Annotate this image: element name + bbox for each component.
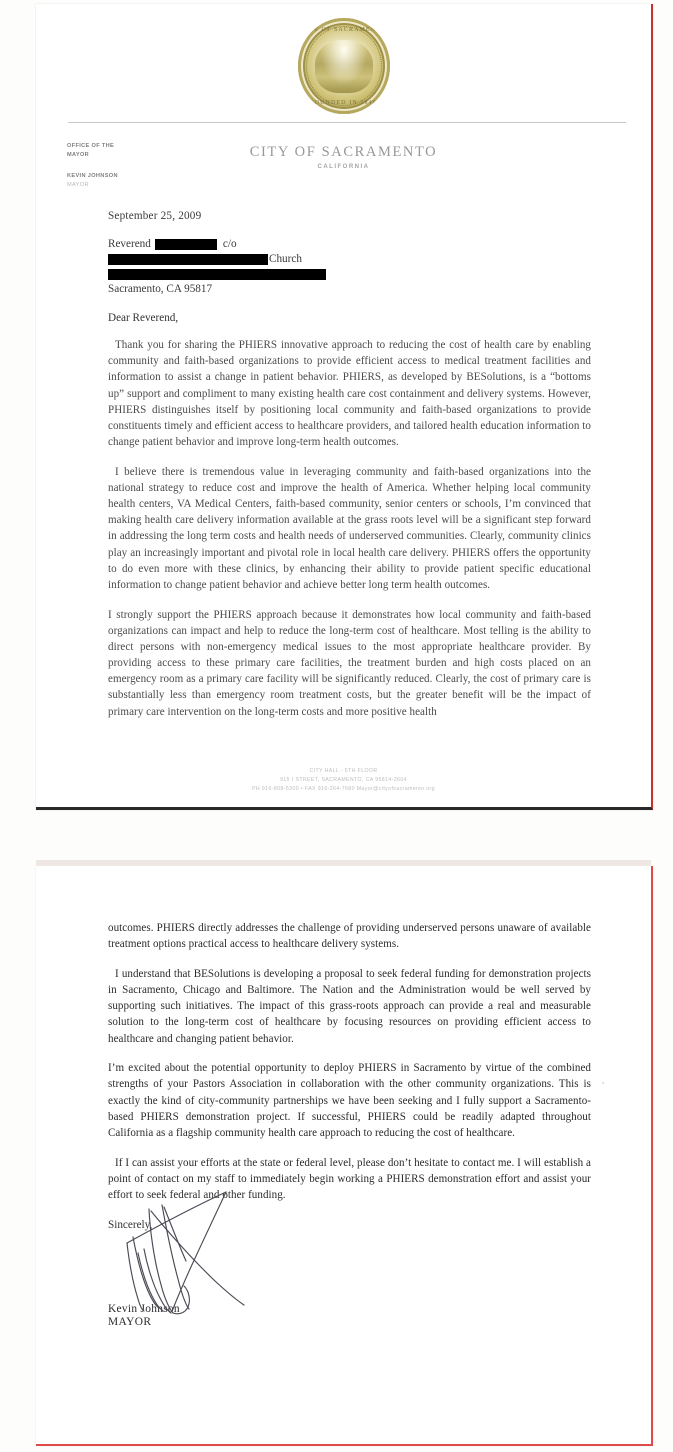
seal-container [36, 18, 651, 114]
paragraph: I’m excited about the potential opportunity to deploy PHIERS in Sacramento by virtue of the combined strengths of your Pastors Association in collaboration with the other community organizations. This is exactly the kind of city-community partnerships we have been seeking and I fully support a Sacramento-based PHIERS demonstration project. If successful, PHIERS could be readily adapted throughout California as a flagship community health care approach to reducing the cost of healthcare. [108, 1062, 591, 1139]
closing-salutation: Sincerely, [108, 1219, 153, 1232]
city-name: CITY OF SACRAMENTO [249, 144, 438, 160]
recipient-prefix: Reverend [108, 238, 151, 251]
seal-ring-top-text: CITY OF SACRAMENTO [300, 27, 387, 33]
redaction-bar-street [108, 269, 326, 280]
recipient-org-suffix: Church [269, 253, 302, 266]
office-line-2: MAYOR [67, 151, 90, 158]
seal-ring-bottom-text: FOUNDED IN 1849 [310, 100, 377, 106]
state-name: CALIFORNIA [317, 164, 370, 170]
city-seal-icon [298, 18, 390, 114]
recipient-org-line [108, 252, 591, 267]
letter-date: September 25, 2009 [108, 210, 202, 222]
mayor-title: MAYOR [67, 181, 89, 188]
recipient-street-line [108, 267, 591, 282]
paragraph: If I can assist your efforts at the state or federal level, please don’t hesitate to contact me. I will establish a point of contact on my staff to immediately begin working a PHIERS demonstration effort and assist your effort to seek federal and other funding. [108, 1156, 591, 1201]
letter-page-1 [36, 4, 653, 810]
signer-title: MAYOR [108, 1316, 152, 1329]
header-divider [68, 122, 626, 123]
office-line-1: OFFICE OF THE [67, 143, 115, 149]
salutation: Dear Reverend, [108, 312, 179, 324]
handwritten-signature-icon [102, 1187, 332, 1322]
paragraph: outcomes. PHIERS directly addresses the challenge of providing underserved persons unaware of available treatment options practical access to healthcare delivery systems. [108, 922, 591, 951]
signature-block [108, 1219, 591, 1328]
footer-line-1: CITY HALL - 5TH FLOOR [309, 768, 378, 775]
scan-artifact-speck [602, 1082, 604, 1084]
paragraph: Thank you for sharing the PHIERS innovative approach to reducing the cost of health care by enabling community and faith-based organizations to provide efficient access to medical treatment facilities and information to assist a change in patient behavior. PHIERS, as developed by BESolutions, is a “bottoms up” support and compliment to many existing health care cost containment and delivery systems. However, PHIERS distinguishes itself by positioning local community and faith-based organizations to provide constituents timely and efficient access to healthcare providers, and tailored health education information to change patient behavior and improve long-term health outcomes. [108, 339, 591, 449]
recipient-address-block [108, 237, 591, 297]
letter-page-2 [36, 866, 653, 1446]
page-2-body [108, 920, 591, 1328]
paragraph: I believe there is tremendous value in leveraging community and faith-based organizations into the national strategy to reduce cost and improve the health of America. Whether helping local community health centers, VA Medical Centers, faith-based community, senior centers or schools, I’m convinced that making health care delivery information available at the grass roots level will be a significant step forward in addressing the long term costs and health needs of underserved communities. Clearly, community clinics play an increasingly important and pivotal role in local health care delivery. PHIERS offers the opportunity to do even more with these clinics, by enhancing their ability to provide patient specific educational information to change patient behavior and achieve better long term health outcomes. [108, 465, 591, 591]
paragraph: I strongly support the PHIERS approach because it demonstrates how local community and faith-based organizations can impact and help to reduce the long-term cost of healthcare. Most telling is the ability to direct persons with non-emergency medical issues to the most appropriate healthcare provider. By providing access to these primary care facilities, the treatment burden and high costs placed on an emergency room as a primary care facility will be significantly reduced. Clearly, the cost of primary care is substantially less than emergency room treatment costs, but the greater benefit will be the impact of primary care intervention on the long-term costs and more positive health [108, 608, 591, 718]
city-title-block [36, 144, 651, 170]
footer-line-3: PH 916-808-5300 • FAX 916-264-7680 Mayor@cityofsacramento.org [252, 786, 435, 793]
signer-name: Kevin Johnson [108, 1303, 180, 1316]
recipient-name-line [108, 237, 591, 252]
page-1-footer [36, 767, 651, 794]
recipient-city-state-zip: Sacramento, CA 95817 [108, 283, 213, 296]
recipient-city-line [108, 282, 591, 297]
redaction-bar-org [108, 254, 268, 265]
page-1-body [108, 210, 591, 733]
seal-emblem [315, 40, 373, 93]
recipient-care-of: c/o [222, 238, 237, 251]
mayor-name: KEVIN JOHNSON [67, 173, 118, 180]
footer-line-2: 915 I STREET, SACRAMENTO, CA 95814-2604 [280, 777, 407, 784]
paragraph: I understand that BESolutions is developing a proposal to seek federal funding for demonstration projects in Sacramento, Chicago and Baltimore. The Nation and the Administration would be well served by supporting such initiatives. The impact of this grass-roots approach can provide a real and measurable solution to the long-term cost of healthcare by focusing resources on providing efficient access to healthcare and changing patient behavior. [108, 967, 591, 1045]
redaction-bar-name [155, 239, 217, 250]
